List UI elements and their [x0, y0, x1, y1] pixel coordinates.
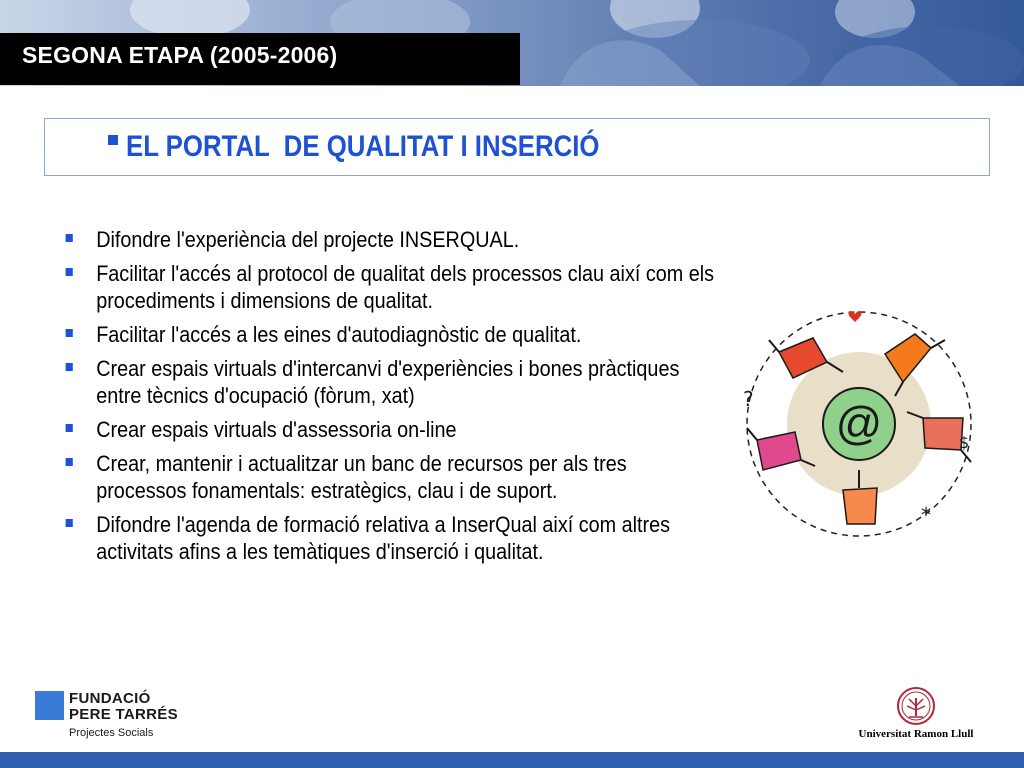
list-item [62, 355, 717, 409]
list-item-text: Facilitar l'accés a les eines d'autodiagnòstic de qualitat. [96, 322, 582, 347]
bullet-square-icon [66, 424, 73, 432]
stage-label: SEGONA ETAPA (2005-2006) [22, 42, 338, 68]
page-title: EL PORTAL DE QUALITAT I INSERCIÓ [126, 130, 600, 163]
list-item [62, 321, 717, 348]
list-item-text: Difondre l'agenda de formació relativa a InserQual així com altres activitats afins a les temàtiques d'inserció i qualitat. [96, 512, 671, 564]
list-item-text: Difondre l'experiència del projecte INSERQUAL. [96, 227, 520, 252]
logo-name-line1: FUNDACIÓ [69, 690, 151, 707]
universitat-ramon-llull-logo [836, 686, 996, 744]
list-item-text: Crear espais virtuals d'assessoria on-line [96, 417, 457, 442]
logo-square-icon [35, 691, 64, 720]
title-bullet-icon [108, 135, 118, 145]
list-item [62, 260, 717, 314]
bullet-list [62, 226, 722, 572]
logo-subtitle: Projectes Socials [69, 727, 154, 739]
bullet-square-icon [66, 329, 73, 337]
header-banner [0, 0, 1024, 86]
bullet-square-icon [66, 268, 73, 276]
people-around-at-sign-illustration [735, 300, 985, 540]
asterisk-icon: * [921, 503, 931, 527]
list-item [62, 511, 717, 565]
list-item-text: Facilitar l'accés al protocol de qualitat dels processos clau així com els procediments i dimensions de qualitat. [96, 261, 715, 313]
at-sign-icon: @ [835, 397, 883, 449]
bullet-square-icon [66, 519, 73, 527]
dollar-icon: $ [959, 433, 970, 452]
list-item [62, 450, 717, 504]
fundacio-pere-tarres-logo [35, 690, 215, 746]
tree-emblem-icon [896, 686, 936, 726]
bullet-square-icon [66, 458, 73, 466]
university-name: Universitat Ramon Llull [858, 728, 974, 740]
list-item-text: Crear espais virtuals d'intercanvi d'experiències i bones pràctiques entre tècnics d'ocupació (fòrum, xat) [96, 356, 680, 408]
bullet-square-icon [66, 363, 73, 371]
question-mark-icon: ? [743, 387, 754, 411]
footer-bar [0, 752, 1024, 768]
list-item-text: Crear, mantenir i actualitzar un banc de recursos per als tres processos fonamentals: estratègics, clau i de suport. [96, 451, 627, 503]
heart-icon [848, 311, 861, 322]
list-item [62, 416, 717, 443]
stage-label-box [0, 33, 520, 85]
logo-name-line2: PERE TARRÉS [69, 706, 178, 723]
title-box [44, 118, 990, 176]
bullet-square-icon [66, 234, 73, 242]
list-item [62, 226, 717, 253]
